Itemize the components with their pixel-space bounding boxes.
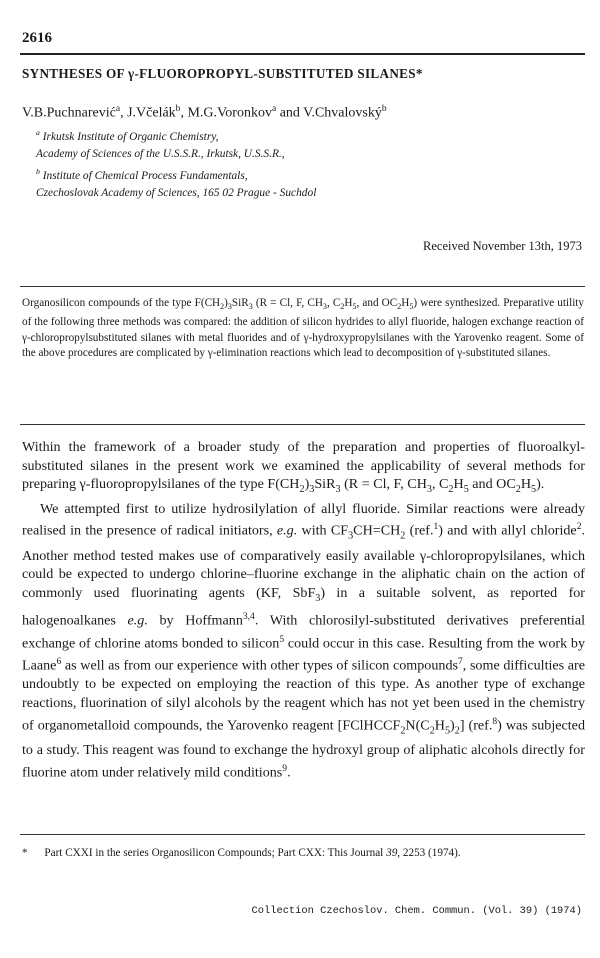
body-text [22, 438, 585, 782]
affiliation-line: Academy of Sciences of the U.S.S.R., Irkutsk, U.S.S.R., [36, 147, 285, 160]
affiliations [36, 124, 556, 202]
journal-footer: Collection Czechoslov. Chem. Commun. (Vol. 39) (1974) [251, 905, 582, 917]
header-rule [20, 53, 585, 55]
abstract: Organosilicon compounds of the type $F(CH_2)_3SiR_3$ (R = Cl, F, $CH_3$, $C_2H_5$, and $OC_2H_5$) were synthesized. Preparative utility of the following three methods was compared: the addition of silicon hydrides to allyl fluoride, halogen exchange reaction of γ-chloropropylsubstituted silanes with metal fluorides and of γ-hydroxypropylsilanes with the Yarovenko reagent. Some of the above procedures are complicated by γ-elimination reactions which lead to decomposition of γ-substituted silanes. [22, 297, 585, 360]
received-date: Received November 13th, 1973 [423, 239, 582, 253]
affiliation-line: $^a$ Irkutsk Institute of Organic Chemistry, [36, 128, 219, 143]
footnote: * Part CXXI in the series Organosilicon Compounds; Part CXX: This Journal 39, 2253 (1974). [22, 847, 461, 859]
affiliation-line: $^b$ Institute of Chemical Process Fundamentals, [36, 166, 248, 182]
paragraph: We attempted first to utilize hydrosilylation of allyl fluoride. Similar reactions were already realised in the presence of radical initiators, e.g. with $CF_3CH=CH_2$ (ref.$^1$) and with allyl chloride$^2$. Another method tested makes use of comparatively easily available γ-chloropropylsilanes, which could be expected to undergo chlorine–fluorine exchange in the aliphatic chain on the action of commonly used fluorinating agents (KF, SbF$_3$) in a suitable solvent, as reported for halogenoalkanes e.g. by Hoffmann$^{3,4}$. With chlorosilyl-substituted derivatives preferential exchange of chlorine atoms bonded to silicon$^5$ could occur in this case. Resulting from the work by Laane$^6$ as well as from our experience with other types of silicon compounds$^7$, some difficulties are undoubtly to be expected on employing the reaction of this type. As another type of exchange reactions, fluorination of silyl alcohols by the reagent which has not yet been used in the chemistry of organometalloid compounds, the Yarovenko reagent $[FClHCCF_2N(C_2H_5)_2]$ (ref.$^8$) was subjected to a study. This reagent was found to exchange the hydroxyl group of aliphatic alcohols directly for fluorine atom under relatively mild conditions$^9$. [22, 500, 586, 781]
paragraph: Within the framework of a broader study of the preparation and properties of fluoroalkyl-substituted silanes in the present work we examined the applicability of several methods for preparing γ-fluoropropylsilanes of the type $F(CH_2)_3SiR_3$ (R = Cl, F, $CH_3$, $C_2H_5$ and $OC_2H_5$). [22, 439, 585, 496]
abstract-bottom-rule [20, 424, 585, 425]
affiliation-line: Czechoslovak Academy of Sciences, 165 02 Prague - Suchdol [36, 186, 317, 199]
footnote-rule [20, 834, 585, 835]
author-list: V.B.Puchnarević$^a$, J.Včelák$^b$, M.G.Voronkov$^a$ and V.Chvalovský$^b$ [22, 104, 387, 121]
abstract-top-rule [20, 286, 585, 287]
article-title: SYNTHESES OF γ-FLUOROPROPYL-SUBSTITUTED SILANES* [22, 66, 423, 81]
page-number: 2616 [22, 30, 52, 46]
